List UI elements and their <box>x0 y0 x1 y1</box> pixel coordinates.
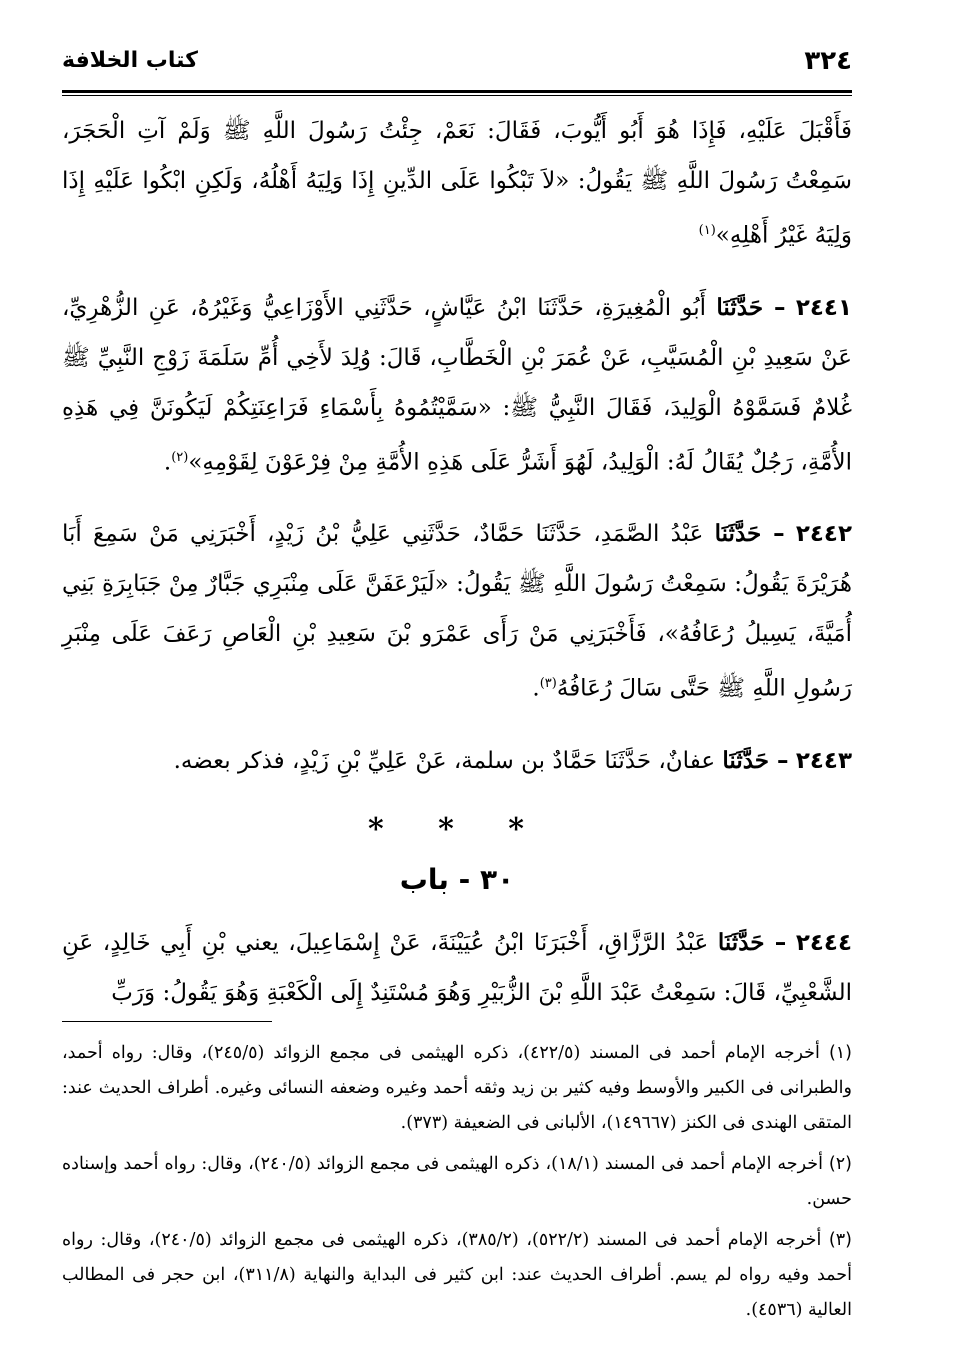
paragraph-text: فَأَقْبَلَ عَلَيْهِ، فَإِذَا هُوَ أَبُو أَيُّوبَ، فَقَالَ: نَعَمْ، جِئْتُ رَسُولَ اللَّهِ ﷺ وَلَمْ آتِ الْحَجَرَ، سَمِعْتُ رَسُولَ اللَّهِ ﷺ يَقُولُ: «لاَ تَبْكُوا عَلَى الدِّينِ إِذَا وَلِيَهُ أَهْلُهُ، وَلَكِنِ ابْكُوا عَلَيْهِ إِذَا وَلِيَهُ غَيْرُ أَهْلِهِ» <box>62 118 852 249</box>
footnote-2 <box>62 1147 852 1217</box>
hadith-2441: ٢٤٤١ – حَدَّثَنَا أَبُو الْمُغِيرَةِ، حَدَّثَنَا ابْنُ عَيَّاشٍ، حَدَّثَنِي الأَوْزَاعِيُّ وَغَيْرُهُ، عَنِ الزُّهْرِيِّ، عَنْ سَعِيدِ بْنِ الْمُسَيَّبِ، عَنْ عُمَرَ بْنِ الْخَطَّابِ، قَالَ: وُلِدَ لأَخِي أُمِّ سَلَمَةَ زَوْجِ النَّبِيِّ ﷺ غُلامٌ فَسَمَّوْهُ الْوَلِيدَ، فَقَالَ النَّبِيُّ ﷺ: «سَمَّيْتُمُوهُ بِأَسْمَاءِ فَرَاعِنَتِكُمْ لَيَكُونَنَّ فِي هَذِهِ الأُمَّةِ، رَجُلٌ يُقَالُ لَهُ: الْوَلِيدُ، لَهُوَ أَشَرُّ عَلَى هَذِهِ الأُمَّةِ مِنْ فِرْعَوْنَ لِقَوْمِهِ»$^{(٢)}$. <box>62 293 853 476</box>
footnote-ref: (٣) <box>539 676 557 692</box>
hadith-text: عفانٌ، حَدَّثَنَا حَمَّادٌ بن سلمة، عَنْ عَلِيِّ بْنِ زَيْدٍ، فذكر بعضه. <box>173 747 716 774</box>
hadith-2444: ٢٤٤٤ – حَدَّثَنَا عَبْدُ الرَّزَّاقِ، أَخْبَرَنَا ابْنُ عُيَيْنَةَ، عَنْ إِسْمَاعِيلَ، يعني بْنِ أَبِي خَالِدٍ، عَنِ الشَّعْبِيِّ، قَالَ: سَمِعْتُ عَبْدَ اللَّهِ بْنَ الزُّبَيْرِ وَهُوَ مُسْتَنِدٌ إِلَى الْكَعْبَةِ وَهُوَ يَقُولُ: وَرَبِّ <box>62 928 853 1006</box>
hadith-text: عَبْدُ الصَّمَدِ، حَدَّثَنَا حَمَّادٌ، حَدَّثَنِي عَلِيُّ بْنُ زَيْدٍ، أَخْبَرَنِي مَنْ سَمِعَ أَبَا هُرَيْرَةَ يَقُولُ: سَمِعْتُ رَسُولَ اللَّهِ ﷺ يَقُولُ: «لَيَرْعَفَنَّ عَلَى مِنْبَرِي جَبَّارٌ مِنْ جَبَابِرَةِ بَنِي أُمَيَّةَ، يَسِيلُ رُعَافُهُ»، فَأَخْبَرَنِي مَنْ رَأَى عَمْرَو بْنَ سَعِيدِ بْنِ الْعَاصِ رَعَفَ عَلَى مِنْبَرِ رَسُولِ اللَّهِ ﷺ حَتَّى سَالَ رُعَافُهُ <box>62 521 852 702</box>
footnote-text: أخرجه الإمام أحمد فى المسند (١٨/١)، ذكره الهيثمى فى مجمع الزوائد (٢٤٠/٥)، وقال: رواه أحمد وإسناده حسن. <box>62 1154 852 1209</box>
header-rule <box>62 90 852 93</box>
hadith-2442: ٢٤٤٢ – حَدَّثَنَا عَبْدُ الصَّمَدِ، حَدَّثَنَا حَمَّادٌ، حَدَّثَنِي عَلِيُّ بْنُ زَيْدٍ، أَخْبَرَنِي مَنْ سَمِعَ أَبَا هُرَيْرَةَ يَقُولُ: سَمِعْتُ رَسُولَ اللَّهِ ﷺ يَقُولُ: «لَيَرْعَفَنَّ عَلَى مِنْبَرِي جَبَّارٌ مِنْ جَبَابِرَةِ بَنِي أُمَيَّةَ، يَسِيلُ رُعَافُهُ»، فَأَخْبَرَنِي مَنْ رَأَى عَمْرَو بْنَ سَعِيدِ بْنِ الْعَاصِ رَعَفَ عَلَى مِنْبَرِ رَسُولِ اللَّهِ ﷺ حَتَّى سَالَ رُعَافُهُ$^{(٣)}$. <box>62 520 852 702</box>
chapter-heading: ٣٠ - باب <box>399 862 515 896</box>
hadith-number: ٢٤٤٢ <box>795 521 852 548</box>
page-number: ٣٢٤ <box>804 46 852 76</box>
footnote-3 <box>62 1223 852 1328</box>
hadith-number: ٢٤٤١ <box>795 294 853 321</box>
footnote-number: (٣) <box>828 1230 852 1250</box>
footnote-text: أخرجه الإمام أحمد فى المسند (٤٢٢/٥)، ذكره الهيثمى فى مجمع الزوائد (٢٤٥/٥)، وقال: رواه أحمد، والطبرانى فى الكبير والأوسط وفيه كثير بن زيد وثقه أحمد وغيره وضعفه النسائى وغيره. أطراف الحديث عند: المتقى الهندى فى الكنز (١٤٩٦٦٧)، الألبانى فى الضعيفة (٣٧٣). <box>62 1043 852 1133</box>
hadith-lead: حَدَّثَنَا <box>717 928 765 956</box>
footnote-number: (١) <box>828 1043 852 1063</box>
book-page <box>62 36 852 1336</box>
hadith-number: ٢٤٤٤ <box>795 929 853 956</box>
footnote-divider <box>62 1021 272 1022</box>
footnotes <box>62 1036 852 1334</box>
hadith-lead: حَدَّثَنَا <box>716 293 764 321</box>
footnote-ref: (٢) <box>171 449 189 465</box>
hadith-2443: ٢٤٤٣ – حَدَّثَنَا عفانٌ، حَدَّثَنَا حَمَّادٌ بن سلمة، عَنْ عَلِيِّ بْنِ زَيْدٍ، فذكر بعضه. <box>173 746 852 774</box>
paragraph-continuation <box>62 106 852 261</box>
main-text <box>62 106 852 1040</box>
hadith-number: ٢٤٤٣ <box>795 747 852 774</box>
hadith-text: أَبُو الْمُغِيرَةِ، حَدَّثَنَا ابْنُ عَيَّاشٍ، حَدَّثَنِي الأَوْزَاعِيُّ وَغَيْرُهُ، عَنِ الزُّهْرِيِّ، عَنْ سَعِيدِ بْنِ الْمُسَيَّبِ، عَنْ عُمَرَ بْنِ الْخَطَّابِ، قَالَ: وُلِدَ لأَخِي أُمِّ سَلَمَةَ زَوْجِ النَّبِيِّ ﷺ غُلامٌ فَسَمَّوْهُ الْوَلِيدَ، فَقَالَ النَّبِيُّ ﷺ: «سَمَّيْتُمُوهُ بِأَسْمَاءِ فَرَاعِنَتِكُمْ لَيَكُونَنَّ فِي هَذِهِ الأُمَّةِ، رَجُلٌ يُقَالُ لَهُ: الْوَلِيدُ، لَهُوَ أَشَرُّ عَلَى هَذِهِ الأُمَّةِ مِنْ فِرْعَوْنَ لِقَوْمِهِ» <box>62 294 852 476</box>
footnote-text: أخرجه الإمام أحمد فى المسند (٥٢٢/٢)، (٣٨٥/٢)، ذكره الهيثمى فى مجمع الزوائد (٢٤٠/٥)، وقال: رواه أحمد وفيه رواه لم يسم. أطراف الحديث عند: ابن كثير فى البداية والنهاية (٣١١/٨)، ابن حجر فى المطالب العالية (٤٥٣٦). <box>62 1230 852 1320</box>
hadith-lead: حَدَّثَنَا <box>714 520 762 548</box>
running-title: كتاب الخلافة <box>62 48 198 73</box>
footnote-ref: (١) <box>698 223 716 238</box>
hadith-text: عَبْدُ الرَّزَّاقِ، أَخْبَرَنَا ابْنُ عُيَيْنَةَ، عَنْ إِسْمَاعِيلَ، يعني بْنِ أَبِي خَالِدٍ، عَنِ الشَّعْبِيِّ، قَالَ: سَمِعْتُ عَبْدَ اللَّهِ بْنَ الزُّبَيْرِ وَهُوَ مُسْتَنِدٌ إِلَى الْكَعْبَةِ وَهُوَ يَقُولُ: وَرَبِّ <box>62 929 852 1006</box>
page-header <box>62 36 852 80</box>
hadith-lead: حَدَّثَنَا <box>722 746 770 774</box>
footnote-1 <box>62 1036 852 1141</box>
section-separator: * * * <box>368 811 546 847</box>
header-rule-thin <box>62 95 852 96</box>
footnote-number: (٢) <box>828 1154 852 1174</box>
